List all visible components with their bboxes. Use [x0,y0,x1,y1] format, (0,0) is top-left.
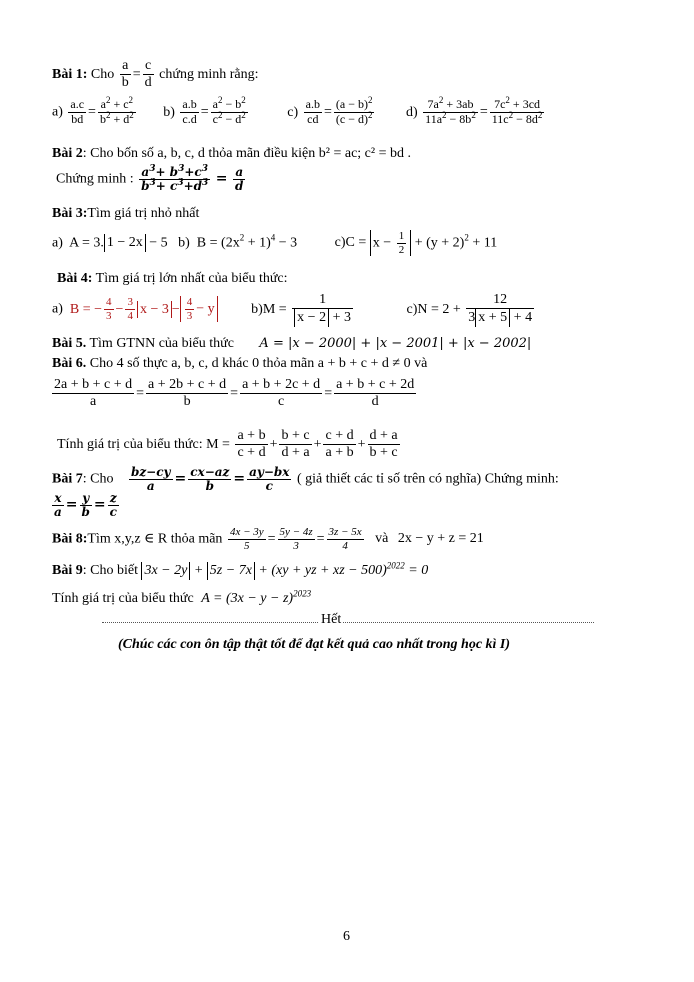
bai9-line: Bài 9: Cho biết 3x − 2y + 5z − 7x + (xy + yz + xz − 500)$^{2022}$ = 0 [52,560,429,578]
page-number: 6 [343,929,350,944]
bai7-line: Bài 7: Cho $\frac{bz-cy}{a}$ = $\frac{cx-az}{b}$ = $\frac{ay-bx}{c}$ ( giả thiết các tỉ số trên có nghĩa) Chứng minh: [52,465,559,493]
bai3-title: Bài 3: [52,206,88,221]
bai2-prove: Chứng minh : $\frac{a^3+ b^3+c^3}{b^3+ c^3+d^3}$ = $\frac{a}{d}$ [56,164,244,193]
bai6-calc: Tính giá trị của biểu thức: M = $\frac{a + b}{c + d}$ + $\frac{b + c}{d + a}$ + $\frac{c + d}{a + b}$ + $\frac{d + a}{b + c}$ [57,428,398,461]
part-b: b) [163,104,175,120]
bai3-line [52,207,199,221]
bai6-text: Cho 4 số thực a, b, c, d khác 0 thỏa mãn a + b + c + d ≠ 0 và [89,356,428,371]
part-c: c) [287,104,299,120]
bai6-ratios: $\frac{2a + b + c + d}{a}$ = $\frac{a + 2b + c + d}{b}$ = $\frac{a + b + 2c + d}{c}$ = $\frac{a + b + c + 2d}{d}$ [54,377,415,410]
part-a: a) [52,104,63,120]
bai7-text: : Cho [82,471,114,487]
bai1-title: Bài 1: [52,66,88,82]
bai8-text: Tìm x,y,z ∈ R thỏa mãn [87,531,223,547]
bai9-calc-label: Tính giá trị của biểu thức [52,591,194,606]
het-label: Hết [321,612,342,627]
bai3-text: Tìm giá trị nhỏ nhất [87,206,200,221]
bai2-text: : Cho bốn số a, b, c, d thỏa mãn điều kiện [82,146,316,161]
bai7-conclusion: $\frac{x}{a}$ = $\frac{y}{b}$ = $\frac{z}{c}$ [54,491,117,519]
bai7-mid: ( giả thiết các tỉ số trên có nghĩa) Chứng minh: [296,471,559,487]
bai2-title: Bài 2 [52,146,83,161]
bai5-text: Tìm GTNN của biểu thức [89,336,234,351]
bai9-calc: Tính giá trị của biểu thức $A = (3x - y - z)^{2023}$ [52,588,312,606]
bai9-text: : Cho biết [82,563,138,578]
bai6-title: Bài 6. [52,356,87,371]
bai8-and: và [375,531,389,547]
dotted-divider [102,622,594,623]
bai5-title: Bài 5. [52,336,87,351]
bai5-line: Bài 5. Tìm GTNN của biểu thức A = |x − 2000| + |x − 2001| + |x − 2002| [52,336,532,351]
bai4-text: Tìm giá trị lớn nhất của biểu thức: [95,271,288,286]
bai8-equation: 2x − y + z = 21 [397,531,484,547]
bai8-title: Bài 8: [52,531,88,547]
ratio-fraction: $\frac{a}{b}$ [121,58,129,91]
bai1-text: Cho [90,66,115,82]
bai4-line [57,272,288,286]
bai2-condition: b² = ac; c² = bd . [318,146,411,161]
bai4-parts: a) B = − $\frac{4}{3}$ − $\frac{3}{4}$ x − 3 − $\frac{4}{3}$ − y b)M = $\frac{1}{x - 2 + 3}$ c)N = 2 + $\frac{12}{3 x + 5 + 4}$ [52,292,533,326]
bai6-calc-label: Tính giá trị của biểu thức: [57,436,203,452]
closing-wish: (Chúc các con ôn tập thật tốt để đạt kết quả cao nhất trong học kì I) [118,637,511,652]
bai8-line: Bài 8:Tìm x,y,z ∈ R thỏa mãn $\frac{4x - 3y}{5}$ = $\frac{5y - 4z}{3}$ = $\frac{3z - 5x}{4}$ và 2x − y + z = 21 [52,526,484,552]
bai1-parts: a) $\frac{a.c}{bd}$ = $\frac{a^2 + c^2}{b^2 + d^2}$ b) $\frac{a.b}{c.d}$ = $\frac{a^2 - b^2}{c^2 - d^2}$ c) $\frac{a.b}{cd}$ = $\frac{(a - b)^2}{(c - d)^2}$ d) $\frac{7a^2 + 3ab}{11a^2 - 8b^2}$ = $\frac{7c^2 + 3cd}{11c^2 - 8d^2}$ [52,95,543,126]
bai1-line: Bài 1: Cho $\frac{a}{b}$ = $\frac{c}{d}$ chứng minh rằng: [52,58,259,91]
bai4-title: Bài 4: [57,271,93,286]
bai6-line [52,357,427,371]
bai9-title: Bài 9 [52,563,83,578]
bai1-tail: chứng minh rằng: [159,66,259,82]
part-d: d) [405,104,418,120]
bai2-line [52,147,411,161]
bai2-prove-label: Chứng minh : [56,171,134,187]
bai3-parts: a) A = 3. 1 − 2x − 5 b) $B = (2x^2 + 1)^4 - 3$ c)C = x − $\frac{1}{2}$ + $(y + 2)^2 + 11$ [52,230,498,256]
bai7-title: Bài 7 [52,471,83,487]
